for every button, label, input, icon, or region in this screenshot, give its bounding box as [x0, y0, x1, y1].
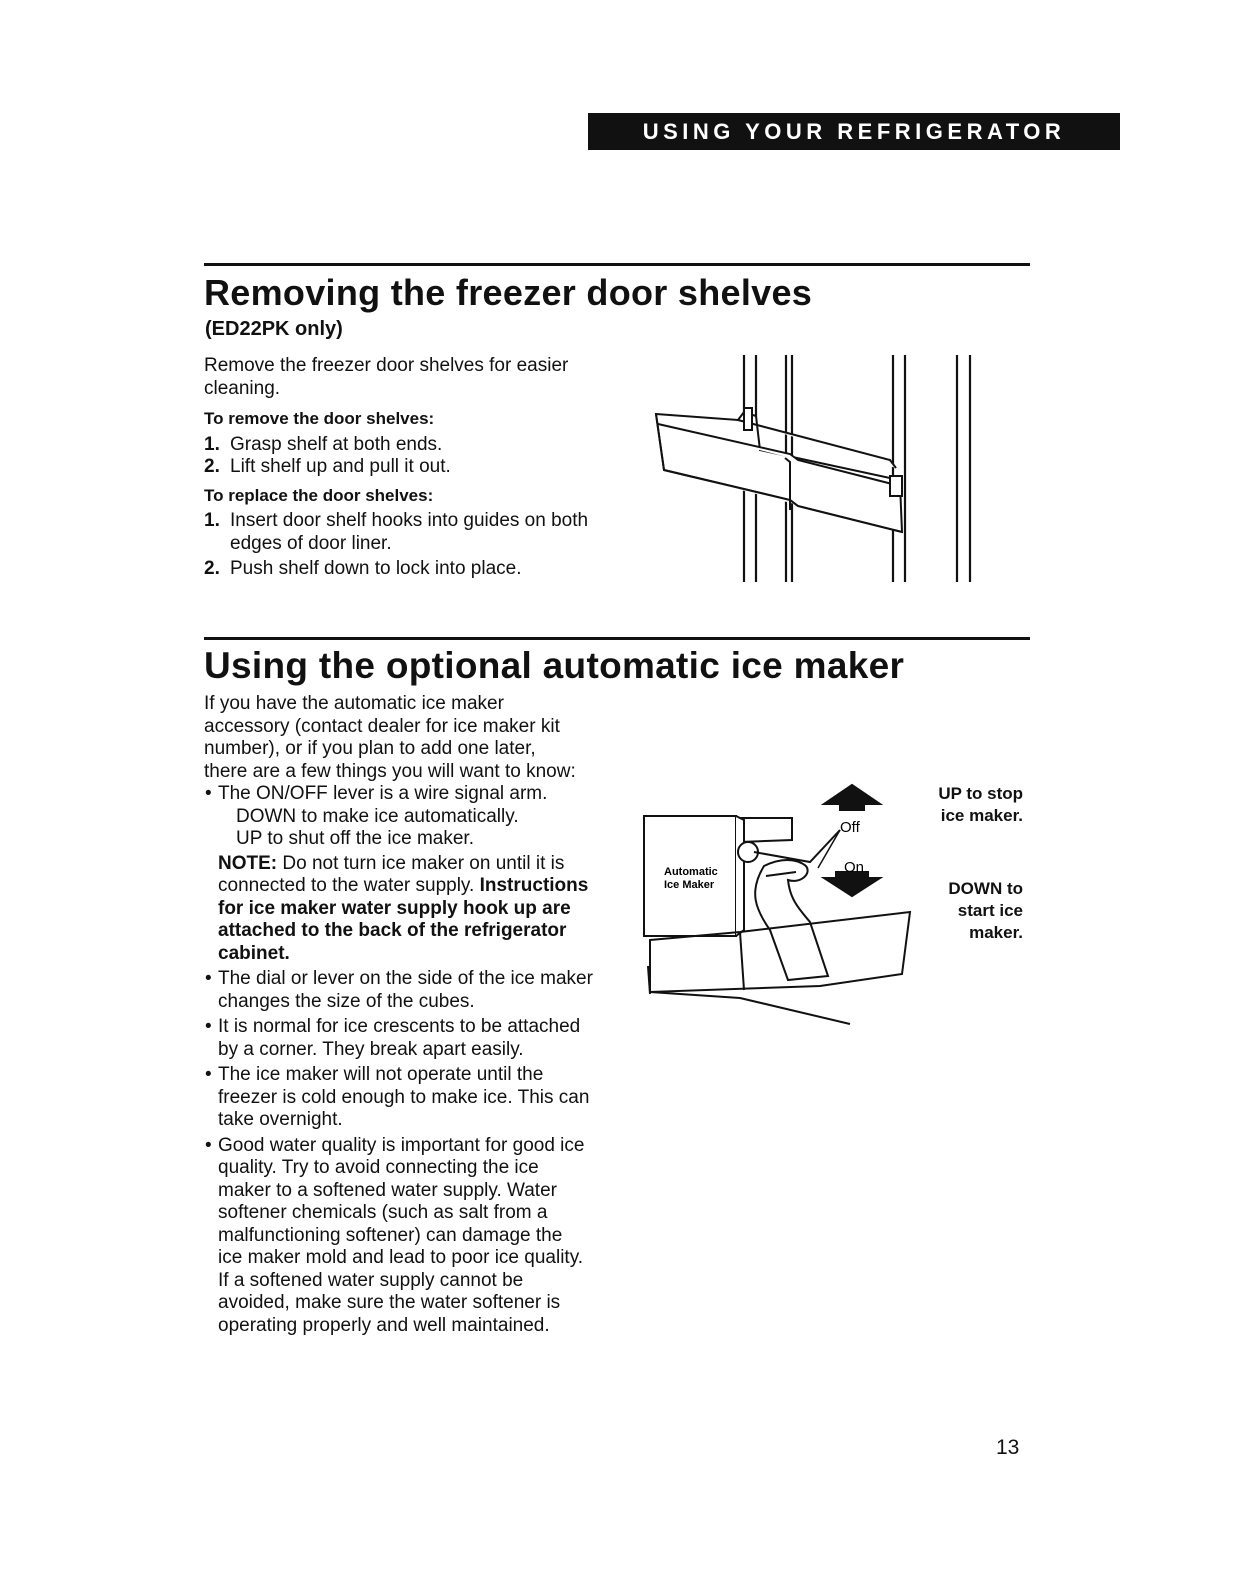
note-text: Do not turn ice maker on until it is connected to the water supply. — [218, 852, 565, 896]
replace-heading: To replace the door shelves: — [204, 485, 434, 505]
list-item: • The dial or lever on the side of the ice maker changes the size of the cubes. — [204, 968, 604, 1013]
section-rule-top — [204, 263, 1030, 266]
down-instruction: DOWN to make ice automatically. — [236, 805, 519, 827]
note-label: NOTE: — [218, 852, 278, 874]
box-label-1: Automatic — [664, 866, 718, 878]
list-item: • The ON/OFF lever is a wire signal arm. DOWN to make ice automatically. UP to shut off the ice maker. NOTE: Do not turn ice maker on until it is connected to the water supply. Instructions for ice maker water supply hook up are attached to the back of the refrigerator cabinet. — [204, 783, 604, 965]
section-title-freezer-shelves: Removing the freezer door shelves — [204, 272, 813, 313]
list-item: 2. Push shelf down to lock into place. — [204, 558, 522, 579]
ice-maker-illustration — [640, 780, 920, 1030]
list-item: 1. Insert door shelf hooks into guides on both edges of door liner. — [204, 510, 589, 554]
list-item: 1. Grasp shelf at both ends. — [204, 433, 443, 455]
list-item: 2. Lift shelf up and pull it out. — [204, 456, 451, 477]
list-item: • The ice maker will not operate until the freezer is cold enough to make ice. This can take overnight. — [204, 1064, 604, 1132]
remove-steps — [204, 434, 604, 479]
up-label: UP to stop ice maker. — [938, 784, 1023, 825]
note-bold-text: Instructions for ice maker water supply hook up are attached to the back of the refrigerator cabinet. — [218, 875, 589, 964]
freezer-shelves-body — [204, 355, 604, 581]
ice-maker-bullets — [204, 783, 604, 1337]
list-item: • Good water quality is important for good ice quality. Try to avoid connecting the ice maker to a softened water supply. Water softener chemicals (such as salt from a malfunctioning softener) can damage the ice maker mold and lead to poor ice quality. If a softened water supply cannot be avoided, make sure the water softener is operating properly and well maintained. — [204, 1135, 588, 1338]
model-note: (ED22PK only) — [205, 318, 343, 340]
section-banner: USING YOUR REFRIGERATOR — [588, 113, 1120, 150]
up-arrow-icon — [824, 785, 880, 810]
remove-heading: To remove the door shelves: — [204, 409, 435, 428]
intro-text: Remove the freezer door shelves for easier cleaning. — [204, 355, 569, 399]
replace-steps — [204, 510, 604, 581]
on-label: On — [844, 859, 865, 876]
off-label: Off — [840, 819, 860, 836]
up-instruction: UP to shut off the ice maker. — [236, 828, 474, 849]
list-item: • It is normal for ice crescents to be attached by a corner. They break apart easily. — [204, 1016, 604, 1061]
down-label: DOWN to start ice maker. — [948, 879, 1023, 942]
page-number: 13 — [996, 1436, 1020, 1459]
box-label-2: Ice Maker — [664, 879, 715, 891]
section-title-ice-maker: Using the optional automatic ice maker — [204, 645, 905, 686]
note — [218, 853, 604, 966]
ice-maker-body — [204, 693, 604, 1340]
section-rule-ice-maker — [204, 637, 1030, 640]
door-shelf-illustration — [640, 350, 990, 590]
ice-maker-intro: If you have the automatic ice maker accessory (contact dealer for ice maker kit number), or if you plan to add one later, there are a few things you will want to know: — [204, 693, 576, 782]
